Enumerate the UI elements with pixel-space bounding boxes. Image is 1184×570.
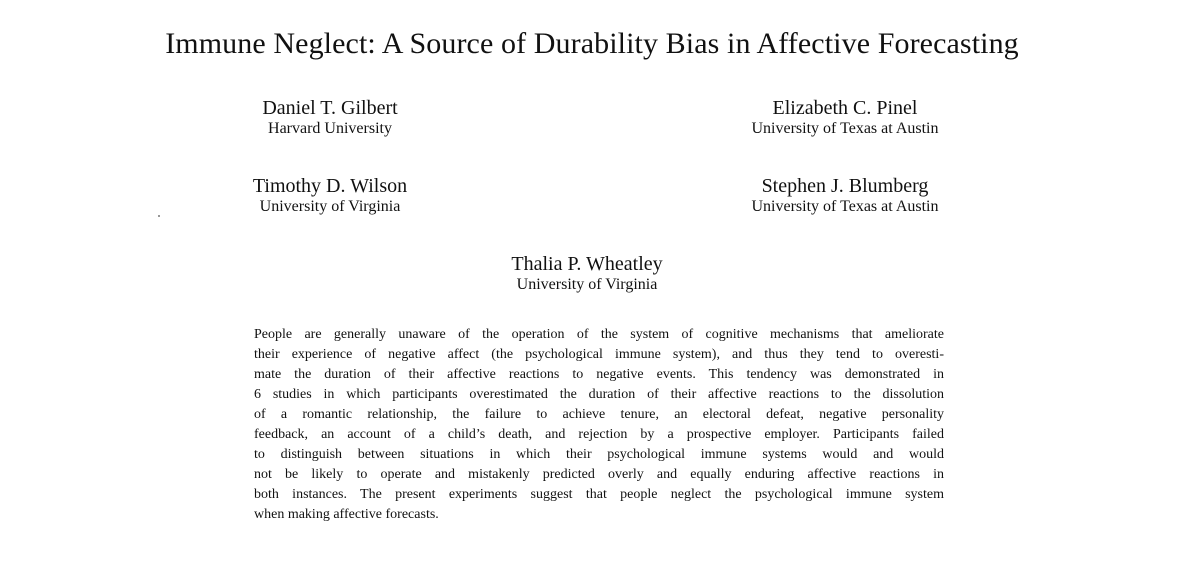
author-affiliation: University of Texas at Austin [751, 198, 939, 215]
author-name: Stephen J. Blumberg [761, 175, 929, 197]
author-block-gilbert [220, 96, 440, 138]
author-block-wilson [210, 174, 450, 216]
scan-speck [158, 215, 160, 217]
abstract-line: mate the duration of their affective reactions to negative events. This tendency was demonstrated in [254, 367, 944, 382]
author-affiliation: University of Virginia [259, 198, 401, 215]
abstract-line: of a romantic relationship, the failure to achieve tenure, an electoral defeat, negative personality [254, 407, 944, 422]
author-block-pinel [710, 96, 980, 138]
author-affiliation: University of Virginia [516, 276, 658, 293]
author-name: Elizabeth C. Pinel [772, 97, 918, 119]
abstract-line: their experience of negative affect (the psychological immune system), and thus they tend to overesti- [254, 347, 944, 362]
author-block-blumberg [710, 174, 980, 216]
abstract-line: feedback, an account of a child’s death, and rejection by a prospective employer. Participants failed [254, 427, 944, 442]
author-affiliation: University of Texas at Austin [751, 120, 939, 137]
abstract-line: when making affective forecasts. [254, 507, 439, 522]
abstract-line: to distinguish between situations in which their psychological immune systems would and would [254, 447, 944, 462]
author-affiliation: Harvard University [268, 120, 392, 137]
abstract-line: both instances. The present experiments suggest that people neglect the psychological immune system [254, 487, 944, 502]
author-block-wheatley [462, 252, 712, 294]
author-name: Daniel T. Gilbert [262, 97, 398, 119]
author-name: Thalia P. Wheatley [511, 253, 663, 275]
abstract-line: People are generally unaware of the operation of the system of cognitive mechanisms that ameliorate [254, 327, 944, 342]
author-name: Timothy D. Wilson [252, 175, 408, 197]
abstract [254, 325, 944, 525]
abstract-line: 6 studies in which participants overestimated the duration of their affective reactions to the dissolution [254, 387, 944, 402]
abstract-line: not be likely to operate and mistakenly predicted overly and equally enduring affective reactions in [254, 467, 944, 482]
paper-title: Immune Neglect: A Source of Durability Bias in Affective Forecasting [165, 27, 1019, 60]
